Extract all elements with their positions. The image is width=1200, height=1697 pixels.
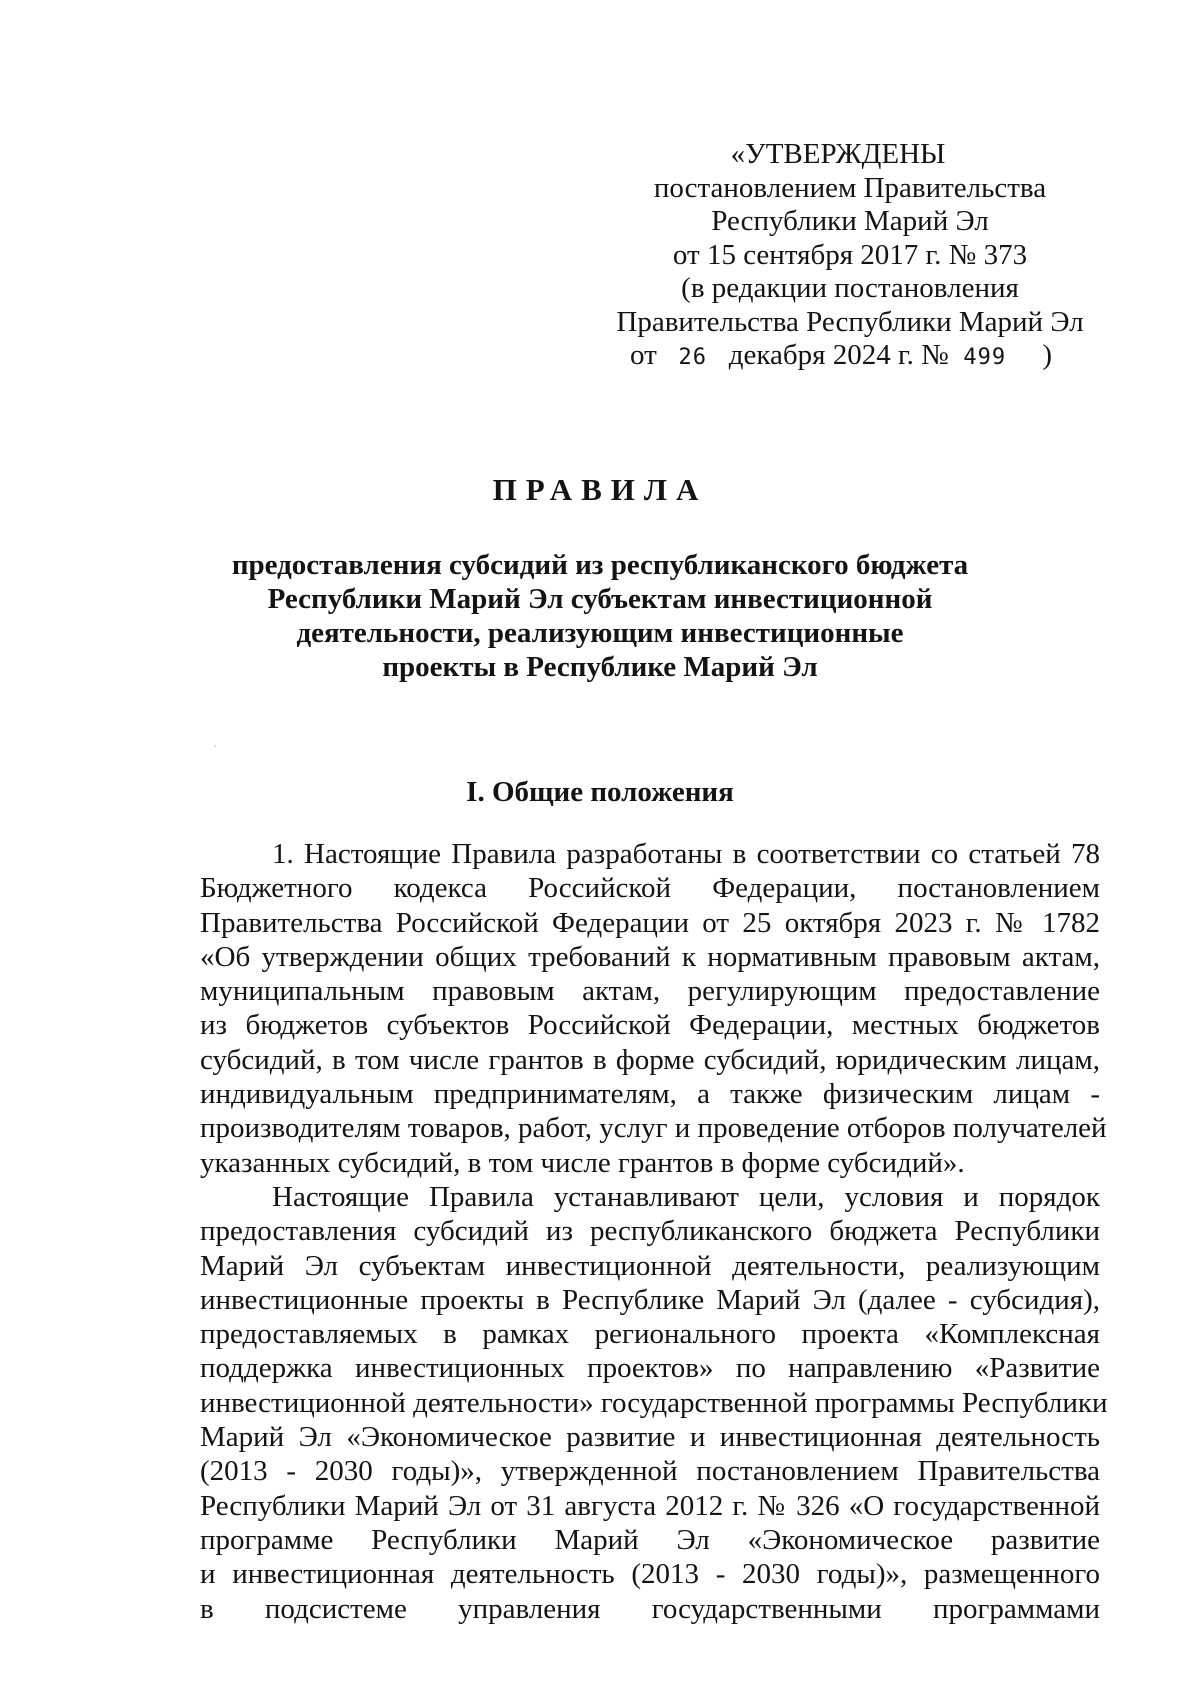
text-line: субсидий, в том числе грантов в форме субсидий, юридическим лицам, [200, 1043, 1100, 1076]
text-line: «Об утверждении общих требований к нормативным правовым актам, [200, 940, 1100, 973]
text-line: Марий Эл «Экономическое развитие и инвестиционная деятельность [200, 1421, 1100, 1454]
amendment-middle: декабря 2024 г. № [728, 339, 949, 371]
text-line: инвестиционные проекты в Республике Марий Эл (далее - субсидия), [200, 1283, 1100, 1316]
text-line: Марий Эл субъектам инвестиционной деятельности, реализующим [200, 1249, 1100, 1282]
section-heading: I. Общие положения [466, 776, 734, 808]
approval-block [600, 138, 1100, 375]
approval-line: от 15 сентября 2017 г. № 373 [672, 238, 1028, 271]
text-line: Правительства Российской Федерации от 25 октября 2023 г. № 1782 [200, 906, 1100, 939]
text-line: Республики Марий Эл от 31 августа 2012 г. № 326 «О государственной [200, 1489, 1100, 1522]
text-line: из бюджетов субъектов Российской Федерации, местных бюджетов [200, 1009, 1100, 1042]
subtitle-line: деятельности, реализующим инвестиционные [296, 617, 904, 649]
approval-line: «УТВЕРЖДЕНЫ [730, 138, 946, 170]
text-line: поддержка инвестиционных проектов» по направлению «Развитие [200, 1352, 1100, 1385]
text-line: 1. Настоящие Правила разработаны в соответствии со статьей 78 [272, 838, 1100, 870]
text-line: программе Республики Марий Эл «Экономическое развитие [200, 1523, 1100, 1556]
text-line: предоставляемых в рамках регионального проекта «Комплексная [200, 1318, 1100, 1351]
amendment-date-line [582, 339, 1100, 375]
text-line: производителям товаров, работ, услуг и проведение отборов получателей [200, 1112, 1107, 1145]
document-subtitle [200, 548, 1000, 684]
approval-line: (в редакции постановления [681, 272, 1019, 304]
text-line: Бюджетного кодекса Российской Федерации, постановлением [200, 872, 1100, 905]
text-line: указанных субсидий, в том числе грантов в форме субсидий». [200, 1146, 965, 1179]
document-body [200, 837, 1108, 1626]
amendment-number: 499 [963, 345, 1007, 370]
subtitle-line: Республики Марий Эл субъектам инвестиционной [267, 583, 933, 615]
subtitle-line: проекты в Республике Марий Эл [382, 651, 818, 683]
text-line: в подсистеме управления государственными программами [200, 1592, 1100, 1625]
approval-line: Республики Марий Эл [711, 205, 989, 237]
approval-line: постановлением Правительства [653, 171, 1047, 204]
text-line: Настоящие Правила устанавливают цели, условия и порядок [272, 1180, 1100, 1213]
text-line: предоставления субсидий из республиканского бюджета Республики [200, 1215, 1100, 1248]
approval-line: Правительства Республики Марий Эл [616, 305, 1084, 338]
amendment-day: 26 [678, 345, 708, 370]
subtitle-line: предоставления субсидий из республиканского бюджета [231, 549, 969, 581]
document-title: ПРАВИЛА [492, 472, 708, 507]
text-line: индивидуальным предпринимателям, а также физическим лицам - [200, 1078, 1100, 1111]
paragraph-1 [200, 837, 1107, 1180]
text-line: муниципальным правовым актам, регулирующим предоставление [200, 975, 1100, 1008]
amendment-close: ) [1042, 339, 1052, 371]
amendment-prefix: от [629, 339, 657, 371]
paragraph-2 [200, 1180, 1108, 1626]
text-line: (2013 - 2030 годы)», утвержденной постановлением Правительства [200, 1455, 1100, 1488]
scan-speck [214, 745, 216, 747]
text-line: инвестиционной деятельности» государственной программы Республики [200, 1386, 1108, 1419]
text-line: и инвестиционная деятельность (2013 - 2030 годы)», размещенного [200, 1558, 1100, 1591]
